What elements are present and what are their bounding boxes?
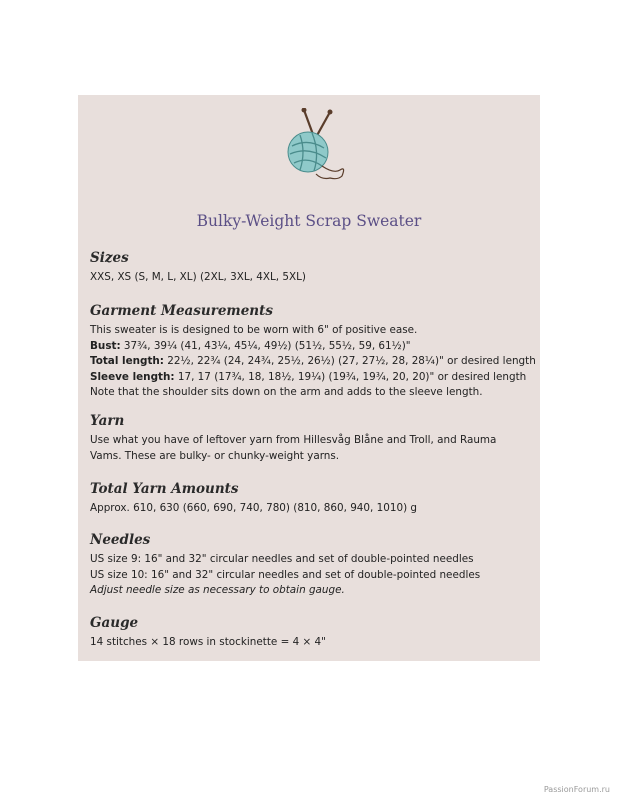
watermark: PassionForum.ru	[543, 785, 610, 794]
total-yarn-heading: Total Yarn Amounts	[90, 481, 239, 497]
gauge-heading: Gauge	[90, 615, 139, 631]
section-needles	[90, 532, 530, 599]
sizes-text: XXS, XS (S, M, L, XL) (2XL, 3XL, 4XL, 5XL)	[90, 271, 306, 283]
yarn-text: Use what you have of leftover yarn from Hillesvåg Blåne and Troll, and Rauma Vams. These are bulky- or chunky-weight yarns.	[90, 434, 497, 462]
sleeve-length-line	[90, 370, 530, 386]
section-yarn	[90, 413, 530, 464]
bust-label: Bust:	[90, 339, 121, 352]
section-garment-measurements	[90, 303, 536, 401]
pattern-card	[78, 95, 540, 661]
needles-line-2: US size 10: 16" and 32" circular needles and set of double-pointed needles	[90, 568, 481, 581]
sleeve-length-value: 17, 17 (17¾, 18, 18½, 19¼) (19¾, 19¾, 20, 20)" or desired length	[174, 370, 527, 383]
total-length-label: Total length:	[90, 355, 164, 367]
section-total-yarn-amounts	[90, 481, 530, 517]
yarn-ball-icon	[278, 108, 348, 180]
needles-note: Adjust needle size as necessary to obtain gauge.	[90, 584, 345, 596]
section-sizes	[90, 250, 530, 286]
needles-line-1: US size 9: 16" and 32" circular needles and set of double-pointed needles	[90, 553, 474, 565]
section-gauge	[90, 615, 530, 651]
total-length-value: 22½, 22¾ (24, 24¾, 25½, 26½) (27, 27½, 28, 28¼)" or desired length	[163, 355, 536, 367]
total-length-line	[90, 354, 536, 370]
yarn-heading: Yarn	[90, 413, 125, 429]
needles-heading: Needles	[90, 532, 151, 548]
bust-line	[90, 339, 530, 355]
garment-heading: Garment Measurements	[90, 303, 273, 319]
garment-note: Note that the shoulder sits down on the arm and adds to the sleeve length.	[90, 386, 483, 398]
garment-intro: This sweater is is designed to be worn with 6" of positive ease.	[90, 324, 418, 336]
bust-value: 37¾, 39¼ (41, 43¼, 45¼, 49½) (51½, 55½, 59, 61½)"	[120, 339, 411, 352]
total-yarn-text: Approx. 610, 630 (660, 690, 740, 780) (810, 860, 940, 1010) g	[90, 502, 418, 514]
sizes-heading: Sizes	[90, 250, 129, 266]
gauge-text: 14 stitches × 18 rows in stockinette = 4 × 4"	[90, 636, 326, 648]
sleeve-length-label: Sleeve length:	[90, 370, 175, 383]
pattern-title: Bulky-Weight Scrap Sweater	[196, 212, 422, 230]
